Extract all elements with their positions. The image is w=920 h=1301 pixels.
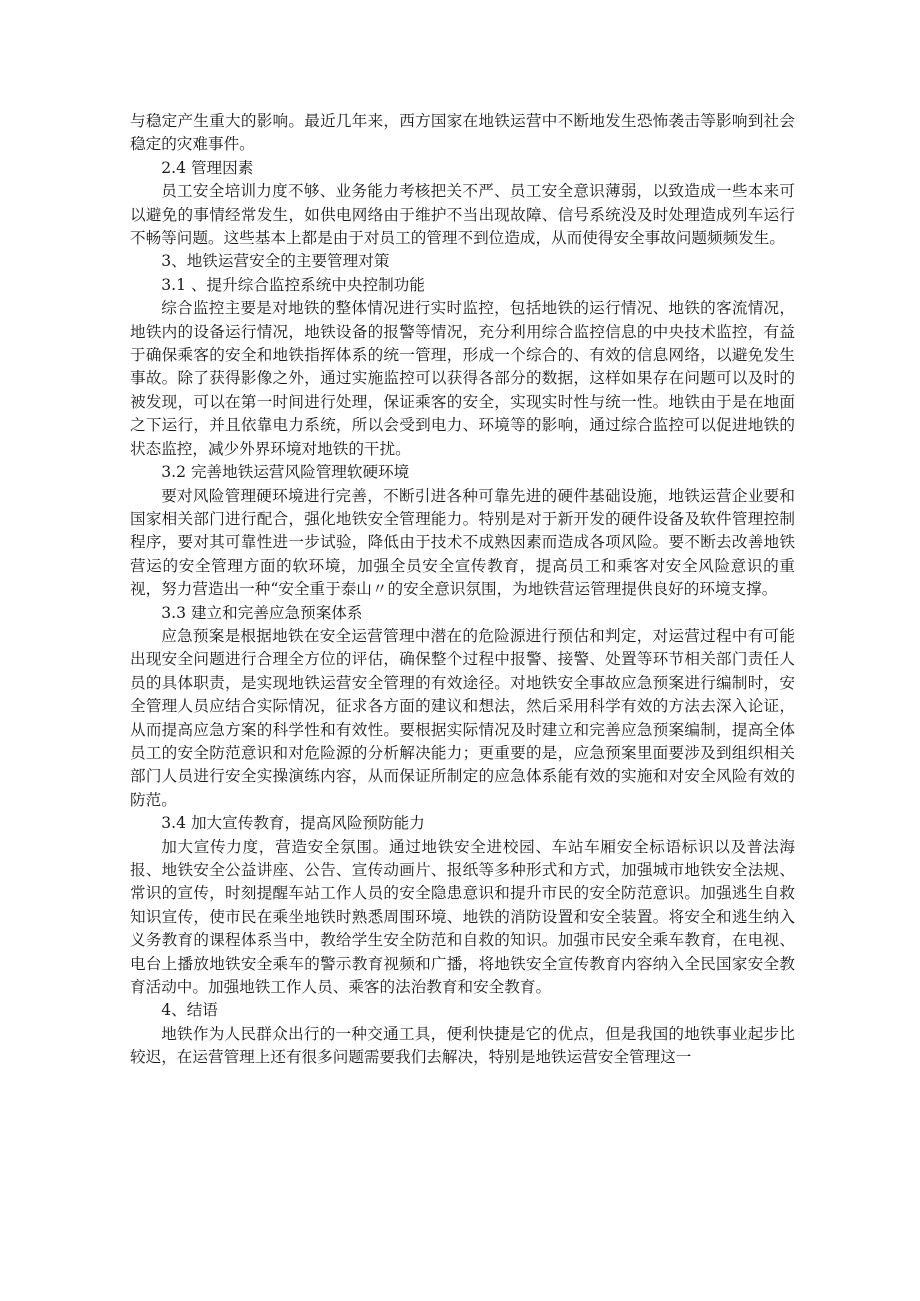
section-3-3-heading: 3.3 建立和完善应急预案体系 xyxy=(161,603,363,622)
paragraph-emergency-plan: 应急预案是根据地铁在安全运营管理中潜在的危险源进行预估和判定，对运营过程中有可能出现安全问题进行合理全方位的评估，确保整个过程中报警、接警、处置等环节相关部门责任人员的具体职责，是实现地铁运营安全管理的有效途径。对地铁安全事故应急预案进行编制时，安全管理人员应结合实际情况，征求各方面的建议和想法，然后采用科学有效的方法去深入论证，从而提高应急方案的科学性和有效性。要根据实际情况及时建立和完善应急预案编制，提高全体员工的安全防范意识和对危险源的分析解决能力；更重要的是，应急预案里面要涉及到组织相关部门人员进行安全实操演练内容，从而保证所制定的应急体系能有效的实施和对安全风险有效的防范。 xyxy=(130,626,795,809)
section-4-heading: 4、结语 xyxy=(161,1001,218,1020)
section-2-4-heading: 2.4 管理因素 xyxy=(161,158,254,177)
paragraph-conclusion: 地铁作为人民群众出行的一种交通工具，便利快捷是它的优点，但是我国的地铁事业起步比较迟，在运营管理上还有很多问题需要我们去解决，特别是地铁运营安全管理这一 xyxy=(130,1024,795,1067)
document-page xyxy=(130,110,795,1070)
section-3-heading: 3、地铁运营安全的主要管理对策 xyxy=(161,252,390,271)
section-3-1-heading: 3.1 、提升综合监控系统中央控制功能 xyxy=(161,275,425,294)
paragraph-continuation: 与稳定产生重大的影响。最近几年来，西方国家在地铁运营中不断地发生恐怖袭击等影响到社会稳定的灾难事件。 xyxy=(130,112,795,154)
section-3-4-heading: 3.4 加大宣传教育，提高风险预防能力 xyxy=(161,814,425,833)
paragraph-risk-environment: 要对风险管理硬环境进行完善，不断引进各种可靠先进的硬件基础设施，地铁运营企业要和国家相关部门进行配合，强化地铁安全管理能力。特别是对于新开发的硬件设备及软件管理控制程序，要对其可靠性进一步试验，降低由于技术不成熟因素而造成各项风险。要不断去改善地铁营运的安全管理方面的软环境，加强全员安全宣传教育，提高员工和乘客对安全风险意识的重视，努力营造出一种“安全重于泰山〃的安全意识氛围，为地铁营运管理提供良好的环境支撑。 xyxy=(130,486,795,599)
paragraph-publicity-education: 加大宣传力度，营造安全氛围。通过地铁安全进校园、车站车厢安全标语标识以及普法海报、地铁安全公益讲座、公告、宣传动画片、报纸等多种形式和方式，加强城市地铁安全法规、常识的宣传，时刻提醒车站工作人员的安全隐患意识和提升市民的安全防范意识。加强逃生自救知识宣传，使市民在乘坐地铁时熟悉周围环境、地铁的消防设置和安全装置。将安全和逃生纳入义务教育的课程体系当中，教给学生安全防范和自救的知识。加强市民安全乘车教育，在电视、电台上播放地铁安全乘车的警示教育视频和广播，将地铁安全宣传教育内容纳入全民国家安全教育活动中。加强地铁工作人员、乘客的法治教育和安全教育。 xyxy=(130,837,795,997)
paragraph-integrated-monitoring: 综合监控主要是对地铁的整体情况进行实时监控，包括地铁的运行情况、地铁的客流情况，地铁内的设备运行情况，地铁设备的报警等情况，充分利用综合监控信息的中央技术监控，有益于确保乘客的安全和地铁指挥体系的统一管理，形成一个综合的、有效的信息网络，以避免发生事故。除了获得影像之外，通过实施监控可以获得各部分的数据，这样如果存在问题可以及时的被发现，可以在第一时间进行处理，保证乘客的安全，实现实时性与统一性。地铁由于是在地面之下运行，并且依靠电力系统，所以会受到电力、环境等的影响，通过综合监控可以促进地铁的状态监控，减少外界环境对地铁的干扰。 xyxy=(130,299,795,458)
paragraph-management-factors: 员工安全培训力度不够、业务能力考核把关不严、员工安全意识薄弱，以致造成一些本来可以避免的事情经常发生，如供电网络由于维护不当出现故障、信号系统没及时处理造成列车运行不畅等问题。这些基本上都是由于对员工的管理不到位造成，从而使得安全事故问题频频发生。 xyxy=(130,182,795,248)
section-3-2-heading: 3.2 完善地铁运营风险管理软硬环境 xyxy=(161,463,410,482)
